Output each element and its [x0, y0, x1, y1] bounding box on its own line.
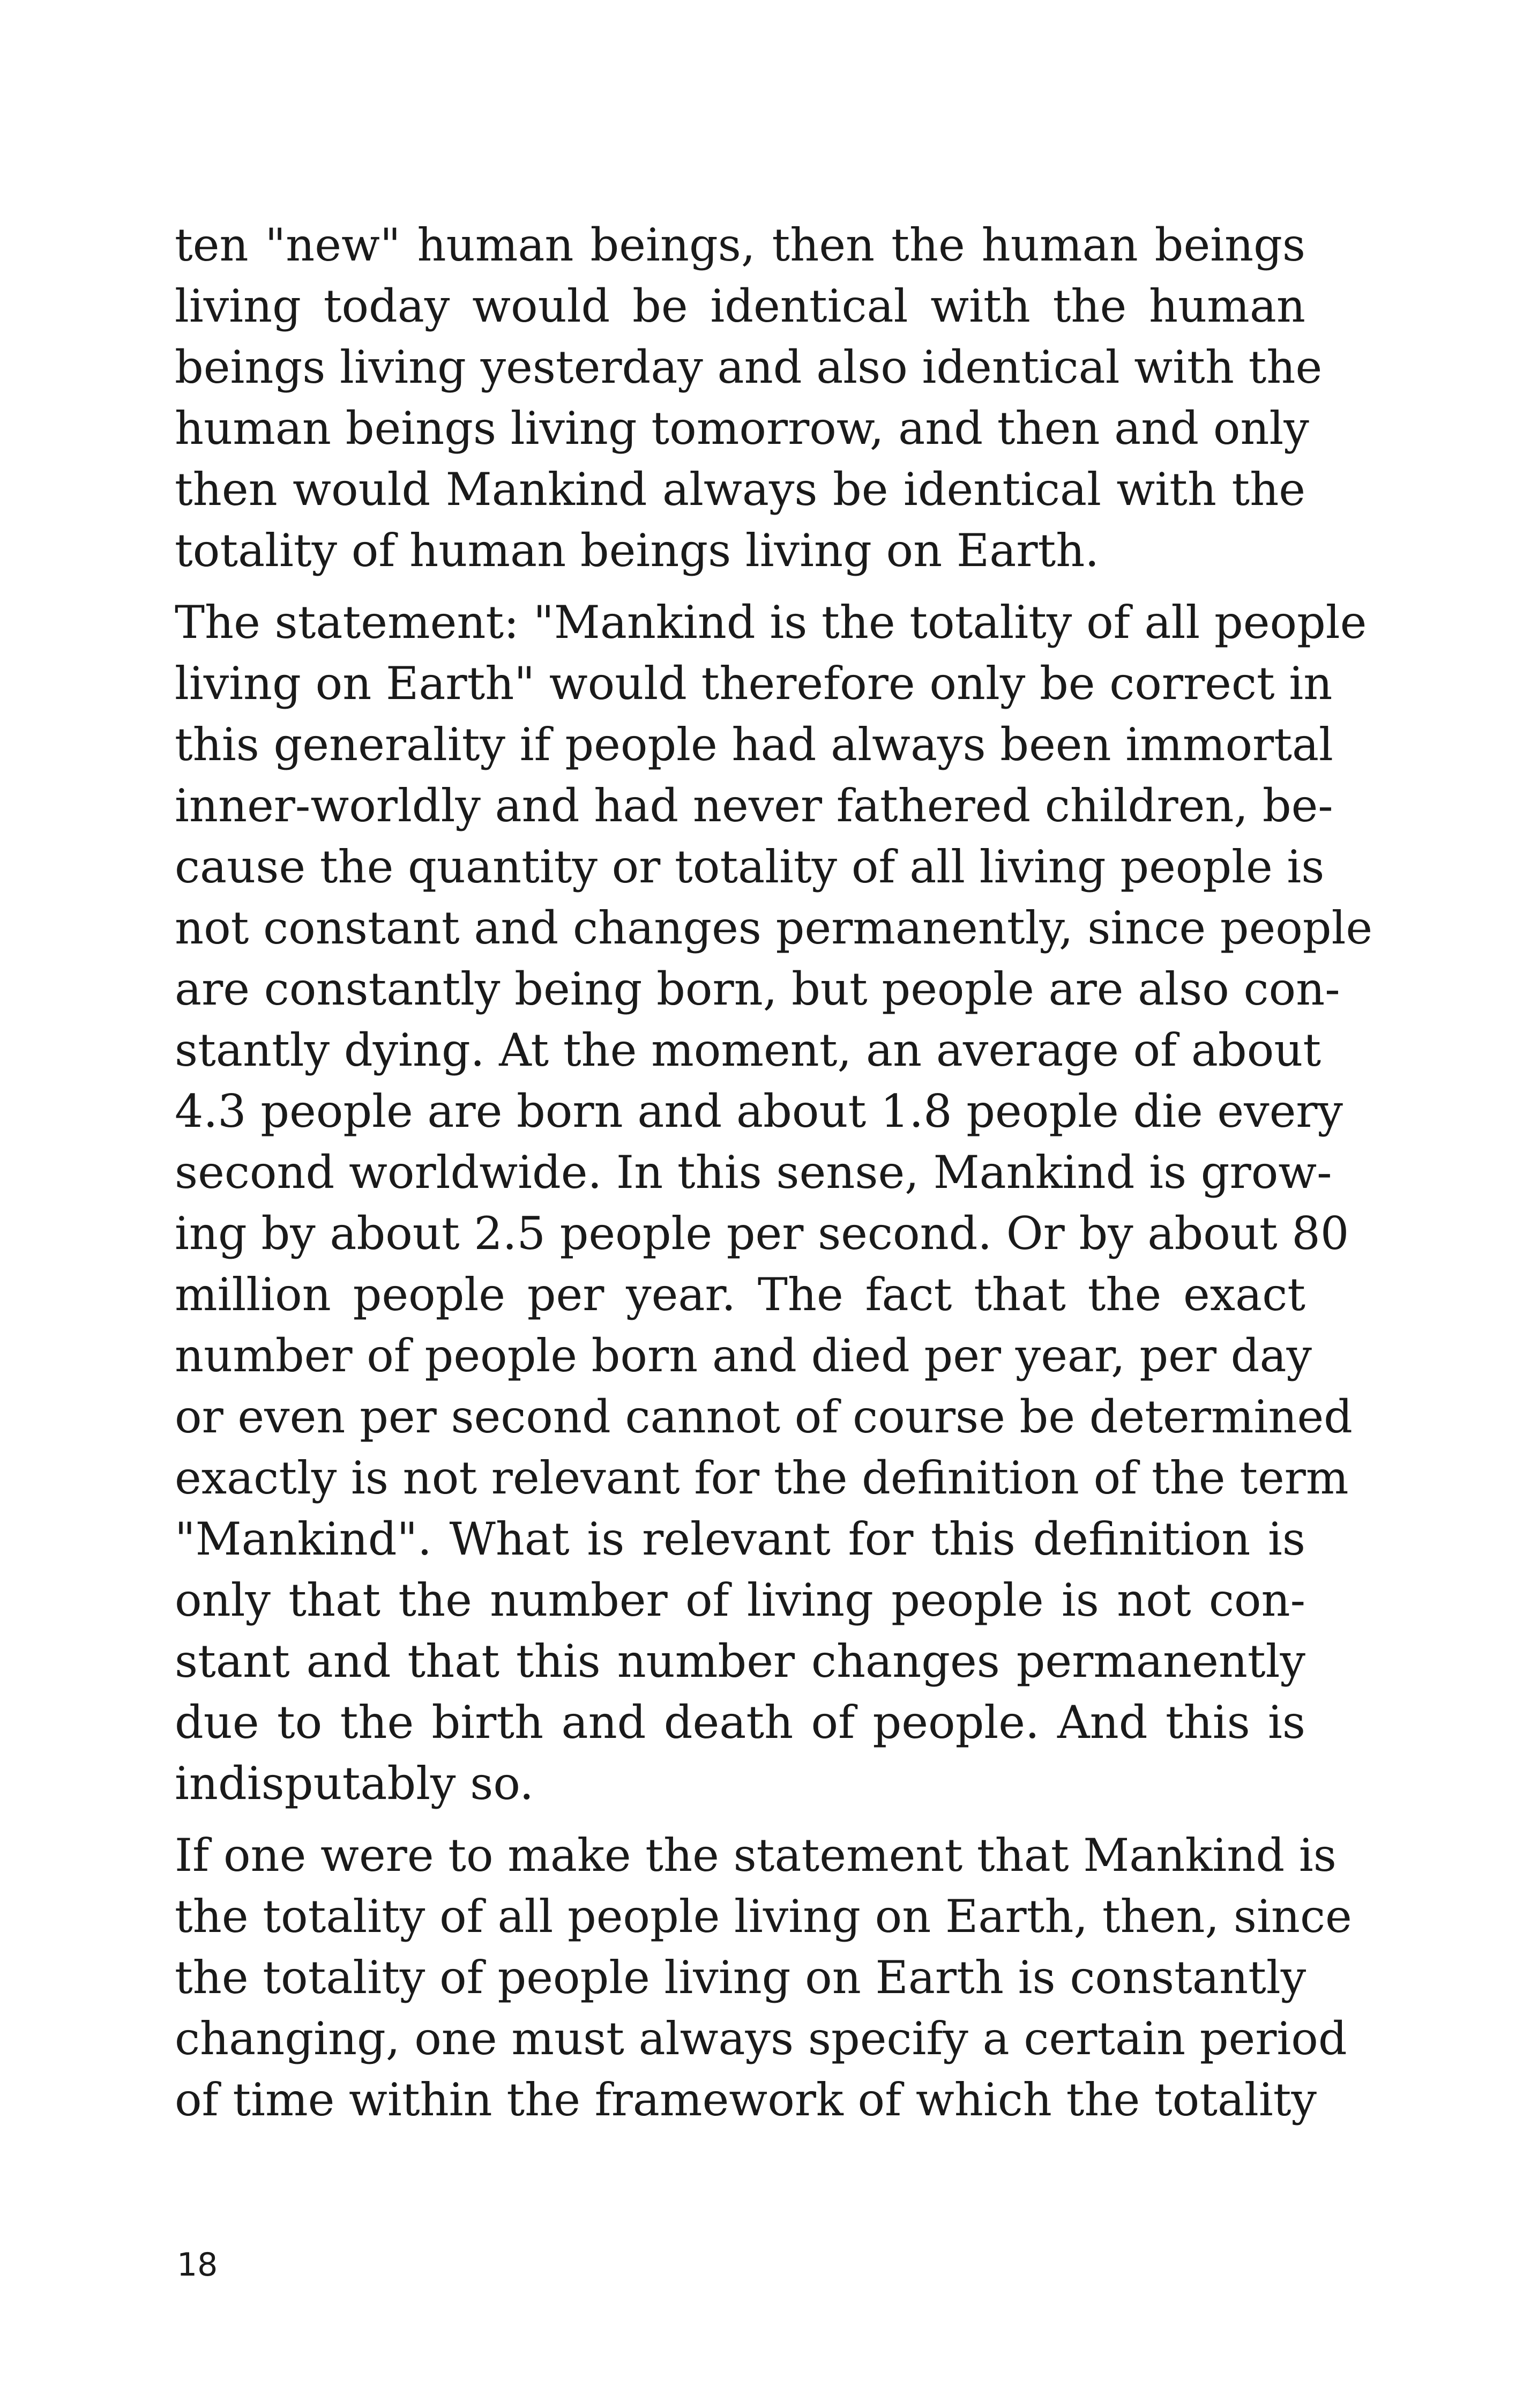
text-line: human beings living tomorrow, and then and only [175, 402, 1309, 455]
text-line: of time within the framework of which the totality [175, 2073, 1317, 2126]
paragraph-2 [175, 592, 1373, 1814]
text-line: totality of human beings living on Earth. [175, 524, 1100, 577]
text-line: living on Earth" would therefore only be correct in [175, 657, 1333, 710]
text-line: or even per second cannot of course be determined [175, 1391, 1353, 1443]
text-line: the totality of all people living on Earth, then, since [175, 1890, 1352, 1943]
text-line: stant and that this number changes permanently [175, 1635, 1305, 1688]
page-number: 18 [177, 2246, 218, 2284]
body-text [175, 214, 1373, 2141]
text-line: cause the quantity or totality of all living people is [175, 841, 1325, 893]
text-line: The statement: "Mankind is the totality of all people [175, 596, 1367, 649]
paragraph-1 [175, 214, 1323, 581]
text-line: second worldwide. In this sense, Mankind is grow- [175, 1146, 1332, 1199]
text-line: living today would be identical with the human [175, 280, 1305, 332]
text-line: the totality of people living on Earth is constantly [175, 1951, 1307, 2004]
text-line: inner-worldly and had never fathered children, be- [175, 779, 1333, 832]
text-line: exactly is not relevant for the definition of the term [175, 1452, 1349, 1504]
text-line: 4.3 people are born and about 1.8 people die every [175, 1085, 1343, 1138]
text-line: stantly dying. At the moment, an average of about [175, 1024, 1322, 1076]
text-line: then would Mankind always be identical with the [175, 463, 1305, 516]
text-line: million people per year. The fact that the exact [175, 1268, 1305, 1321]
text-line: changing, one must always specify a certain period [175, 2012, 1347, 2065]
text-line: due to the birth and death of people. And this is [175, 1696, 1305, 1749]
paragraph-3 [175, 1825, 1352, 2130]
text-line: ten "new" human beings, then the human beings [175, 219, 1305, 271]
text-line: number of people born and died per year, per day [175, 1329, 1312, 1382]
text-line: this generality if people had always been immortal [175, 718, 1333, 771]
text-line: are constantly being born, but people are also con- [175, 963, 1340, 1015]
text-line: not constant and changes permanently, since people [175, 902, 1373, 954]
text-line: "Mankind". What is relevant for this definition is [175, 1513, 1305, 1565]
text-line: only that the number of living people is not con- [175, 1574, 1305, 1626]
text-line: beings living yesterday and also identical with the [175, 341, 1323, 393]
text-line: ing by about 2.5 people per second. Or by about 80 [175, 1207, 1349, 1260]
text-line: If one were to make the statement that Mankind is [175, 1829, 1337, 1882]
text-line: indisputably so. [175, 1757, 534, 1810]
